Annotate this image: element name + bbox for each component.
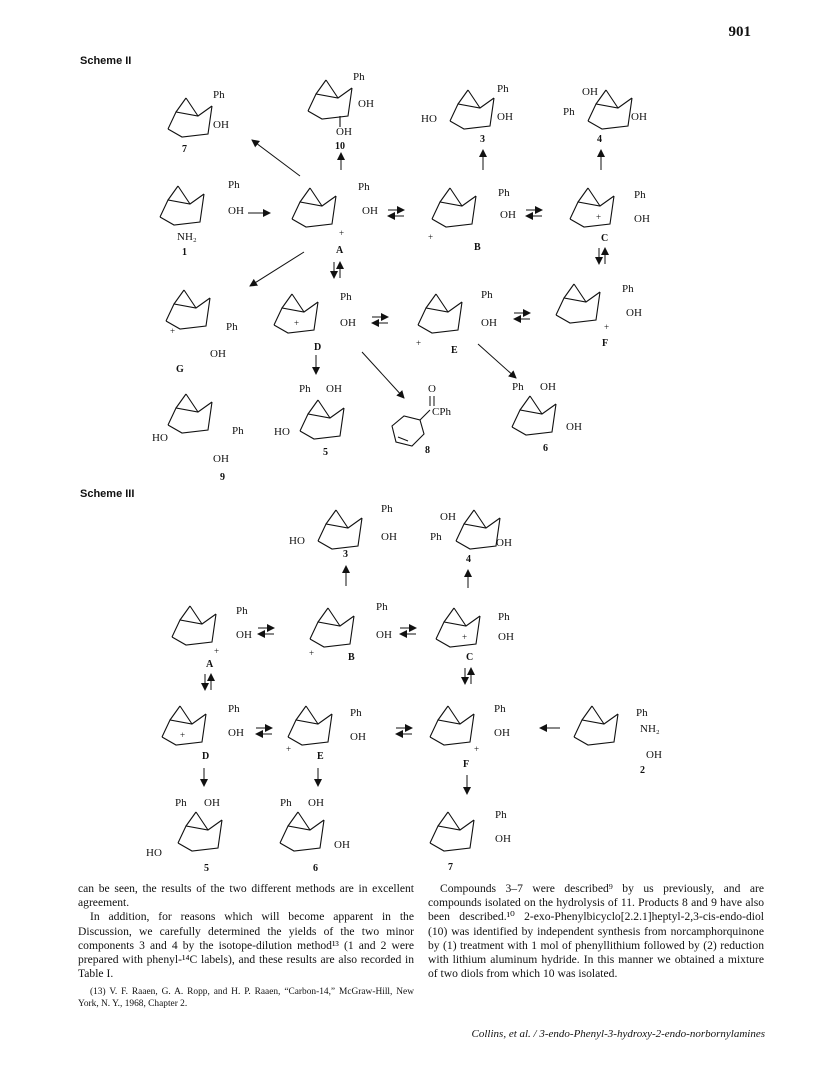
ph-label: Ph <box>494 703 506 715</box>
page-number: 901 <box>728 24 751 40</box>
compound-label: 9 <box>220 472 225 483</box>
nh2-label: NH₂ <box>177 231 197 243</box>
ph-label: Ph <box>299 383 311 395</box>
compound-label: 1 <box>182 247 187 258</box>
oh-label: OH <box>631 111 647 123</box>
compound-label: 6 <box>313 863 318 874</box>
ph-label: Ph <box>498 611 510 623</box>
oh-label: OH <box>634 213 650 225</box>
oh-label: OH <box>204 797 220 809</box>
oh-label: OH <box>326 383 342 395</box>
oh-label: OH <box>358 98 374 110</box>
compound-label: 2 <box>640 765 645 776</box>
oh-label: OH <box>213 119 229 131</box>
ph-label: Ph <box>481 289 493 301</box>
compound-label: C <box>601 233 609 244</box>
plus-label: + <box>428 232 434 242</box>
compound-8 <box>392 383 451 446</box>
compound-label: F <box>602 338 609 349</box>
compound-label: 4 <box>466 554 471 565</box>
compound-label: 3 <box>480 134 485 145</box>
oh-label: OH <box>582 86 598 98</box>
cation-E <box>416 289 497 348</box>
ho-label: HO <box>421 113 437 125</box>
compound-5 <box>274 383 344 439</box>
ph-label: Ph <box>228 179 240 191</box>
oh-label: OH <box>440 511 456 523</box>
compound-label: A <box>206 659 214 670</box>
ph-label: Ph <box>353 71 365 83</box>
oh-label: OH <box>228 727 244 739</box>
oh-label: OH <box>350 731 366 743</box>
cation-G <box>166 290 238 360</box>
cation-A <box>292 181 378 238</box>
oh-label: OH <box>481 317 497 329</box>
plus-label: + <box>214 646 220 656</box>
oh-label: OH <box>494 727 510 739</box>
oh-label: OH <box>500 209 516 221</box>
ph-label: Ph <box>497 83 509 95</box>
oh-label: OH <box>213 453 229 465</box>
compound-label: 5 <box>204 863 209 874</box>
compound-1 <box>160 179 244 243</box>
oh-label: OH <box>228 205 244 217</box>
ph-label: Ph <box>175 797 187 809</box>
scheme-2-title: Scheme II <box>80 55 132 67</box>
compound-label: D <box>202 751 210 762</box>
oh-label: OH <box>646 749 662 761</box>
compound-10 <box>308 71 374 138</box>
ph-label: Ph <box>236 605 248 617</box>
compound-label: 5 <box>323 447 328 458</box>
plus-label: + <box>339 228 345 238</box>
footnote-13: (13) V. F. Raaen, G. A. Ropp, and H. P. Raaen, “Carbon-14,” McGraw-Hill, New York, N. Y., 1968, Chapter 2. <box>78 987 414 1009</box>
plus-label: + <box>596 212 602 222</box>
s3-compound-4 <box>430 510 512 549</box>
ph-label: Ph <box>512 381 524 393</box>
plus-label: + <box>309 648 315 658</box>
ph-label: Ph <box>495 809 507 821</box>
s3-cation-D <box>162 703 244 745</box>
compound-label: 7 <box>448 862 453 873</box>
oh-label: OH <box>495 833 511 845</box>
compound-label: 10 <box>335 141 345 152</box>
s3-compound-5 <box>146 797 222 859</box>
plus-label: + <box>462 632 468 642</box>
o-label: O <box>428 383 436 395</box>
cph-label: CPh <box>432 406 451 418</box>
oh-label: OH <box>498 631 514 643</box>
plus-label: + <box>286 744 292 754</box>
compound-9 <box>152 394 244 465</box>
ph-label: Ph <box>634 189 646 201</box>
s3-cation-C <box>436 608 514 647</box>
ph-label: Ph <box>381 503 393 515</box>
oh-label: OH <box>336 126 352 138</box>
compound-label: C <box>466 652 474 663</box>
running-footer: Collins, et al. / 3-endo-Phenyl-3-hydroxy-2-endo-norbornylamines <box>471 1028 765 1040</box>
oh-label: OH <box>236 629 252 641</box>
plus-label: + <box>170 326 176 336</box>
compound-label: G <box>176 364 184 375</box>
s3-cation-A <box>172 605 252 656</box>
compound-3 <box>421 83 513 129</box>
compound-label: B <box>474 242 481 253</box>
compound-6 <box>512 381 582 435</box>
oh-label: OH <box>334 839 350 851</box>
s3-cation-E <box>286 706 366 754</box>
s3-compound-2 <box>574 706 662 761</box>
ph-label: Ph <box>636 707 648 719</box>
oh-label: OH <box>308 797 324 809</box>
ph-label: Ph <box>280 797 292 809</box>
s3-compound-6 <box>280 797 350 851</box>
s3-cation-F <box>430 703 510 754</box>
compound-label: 8 <box>425 445 430 456</box>
left-paragraph-1: can be seen, the results of the two different methods are in excellent agreement. <box>78 882 414 910</box>
compound-label: 7 <box>182 144 187 155</box>
ph-label: Ph <box>498 187 510 199</box>
plus-label: + <box>416 338 422 348</box>
compound-label: 4 <box>597 134 602 145</box>
ph-label: Ph <box>213 89 225 101</box>
ph-label: Ph <box>226 321 238 333</box>
compound-label: B <box>348 652 355 663</box>
oh-label: OH <box>210 348 226 360</box>
compound-7 <box>168 89 229 137</box>
plus-label: + <box>474 744 480 754</box>
ho-label: HO <box>146 847 162 859</box>
plus-label: + <box>180 730 186 740</box>
ph-label: Ph <box>430 531 442 543</box>
oh-label: OH <box>376 629 392 641</box>
s3-compound-7 <box>430 809 511 851</box>
compound-label: 6 <box>543 443 548 454</box>
oh-label: OH <box>362 205 378 217</box>
ph-label: Ph <box>340 291 352 303</box>
ph-label: Ph <box>232 425 244 437</box>
cation-C <box>570 188 650 227</box>
ph-label: Ph <box>350 707 362 719</box>
oh-label: OH <box>497 111 513 123</box>
compound-label: F <box>463 759 470 770</box>
left-paragraph-2: In addition, for reasons which will become apparent in the Discussion, we carefully determined the yields of the two minor components 3 and 4 by the isotope-dilution method¹³ (1 and 2 were prepared with phenyl-¹⁴C labels), and these results are also recorded in Table I. <box>78 910 414 981</box>
ho-label: HO <box>152 432 168 444</box>
s3-cation-B <box>309 601 392 658</box>
ph-label: Ph <box>358 181 370 193</box>
nh2-label: NH₂ <box>640 723 660 735</box>
compound-label: D <box>314 342 322 353</box>
plus-label: + <box>604 322 610 332</box>
ph-label: Ph <box>228 703 240 715</box>
compound-label: E <box>317 751 324 762</box>
oh-label: OH <box>626 307 642 319</box>
scheme-3-title: Scheme III <box>80 488 135 500</box>
cation-D <box>274 291 356 333</box>
left-column <box>78 882 414 1010</box>
oh-label: OH <box>540 381 556 393</box>
compound-label: E <box>451 345 458 356</box>
oh-label: OH <box>496 537 512 549</box>
oh-label: OH <box>381 531 397 543</box>
right-column <box>428 882 764 981</box>
compound-label: 3 <box>343 549 348 560</box>
oh-label: OH <box>340 317 356 329</box>
s3-compound-3 <box>289 503 397 549</box>
ho-label: HO <box>274 426 290 438</box>
ph-label: Ph <box>376 601 388 613</box>
ho-label: HO <box>289 535 305 547</box>
ph-label: Ph <box>622 283 634 295</box>
oh-label: OH <box>566 421 582 433</box>
ph-label: Ph <box>563 106 575 118</box>
cation-F <box>556 283 642 332</box>
compound-label: A <box>336 245 344 256</box>
compound-4 <box>563 86 647 129</box>
cation-B <box>428 187 516 242</box>
right-paragraph-1: Compounds 3–7 were described⁹ by us previously, and are compounds isolated on the hydrolysis of 11. Products 8 and 9 have also been described.¹⁰ 2-exo-Phenylbicyclo[2.2.1]heptyl-2,3-cis-endo-diol (10) was identified by independent synthesis from norcamphorquinone by (1) treatment with 1 mol of phenyllithium followed by (2) reduction with lithium aluminum hydride. In this manner we obtained a mixture of two diols from which 10 was isolated. <box>428 882 764 981</box>
plus-label: + <box>294 318 300 328</box>
